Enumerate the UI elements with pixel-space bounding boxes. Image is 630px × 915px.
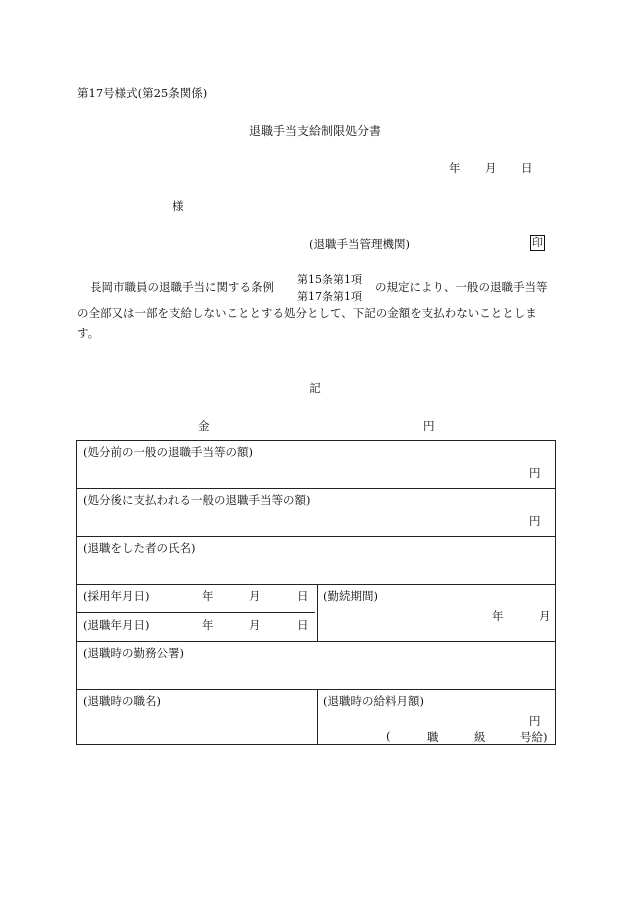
retire-month-label: 月 (249, 618, 261, 632)
after-amount-unit: 円 (529, 514, 541, 528)
article-option-1: 第15条第1項 (297, 273, 362, 286)
amount-label: 金 (198, 419, 210, 433)
retire-year-label: 年 (202, 618, 214, 632)
retiree-name-label: (退職をした者の氏名) (83, 541, 196, 555)
salary-unit: 円 (529, 714, 541, 728)
grade-job-label: 職 (427, 730, 439, 744)
office-label: (退職時の勤務公署) (83, 646, 184, 660)
body-text-after: の規定により、一般の退職手当等 (375, 280, 548, 294)
position-label: (退職時の職名) (83, 694, 161, 708)
row-divider (77, 584, 555, 585)
salary-label: (退職時の給料月額) (323, 694, 424, 708)
retire-date-label: (退職年月日) (83, 618, 150, 632)
form-number: 第17号様式(第25条関係) (77, 86, 208, 100)
addressee-suffix: 様 (172, 199, 184, 213)
row-divider (77, 536, 555, 537)
hire-month-label: 月 (249, 589, 261, 603)
document-title: 退職手当支給制限処分書 (248, 124, 381, 138)
body-line-2: の全部又は一部を支給しないこととする処分として、下記の金額を支払わないこととしま (77, 306, 537, 320)
body-text-before: 長岡市職員の退職手当に関する条例 (90, 280, 274, 294)
before-amount-label: (処分前の一般の退職手当等の額) (83, 445, 253, 459)
service-period-label: (勤続期間) (323, 589, 378, 603)
grade-step-label: 号給) (520, 730, 548, 744)
row-divider (77, 488, 555, 489)
retire-day-label: 日 (297, 618, 309, 632)
issuer-label: (退職手当管理機関) (309, 237, 410, 251)
service-year-label: 年 (492, 609, 504, 623)
service-month-label: 月 (539, 609, 551, 623)
date-year-label: 年 (449, 161, 461, 175)
date-day-label: 日 (521, 161, 533, 175)
amount-unit: 円 (423, 419, 435, 433)
row-divider (77, 641, 555, 642)
column-divider (317, 689, 318, 745)
record-heading: 記 (309, 381, 321, 395)
hire-day-label: 日 (297, 589, 309, 603)
hire-date-label: (採用年月日) (83, 589, 150, 603)
column-divider (317, 584, 318, 641)
row-divider (77, 689, 555, 690)
body-line-3: す。 (77, 326, 100, 340)
grade-open-paren: ( (386, 729, 391, 743)
before-amount-unit: 円 (529, 466, 541, 480)
date-month-label: 月 (485, 161, 497, 175)
grade-level-label: 級 (474, 730, 486, 744)
seal-mark: 印 (532, 236, 543, 249)
article-option-2: 第17条第1項 (297, 290, 362, 303)
hire-year-label: 年 (202, 589, 214, 603)
details-table (76, 440, 556, 745)
row-divider (77, 612, 315, 613)
after-amount-label: (処分後に支払われる一般の退職手当等の額) (83, 493, 311, 507)
